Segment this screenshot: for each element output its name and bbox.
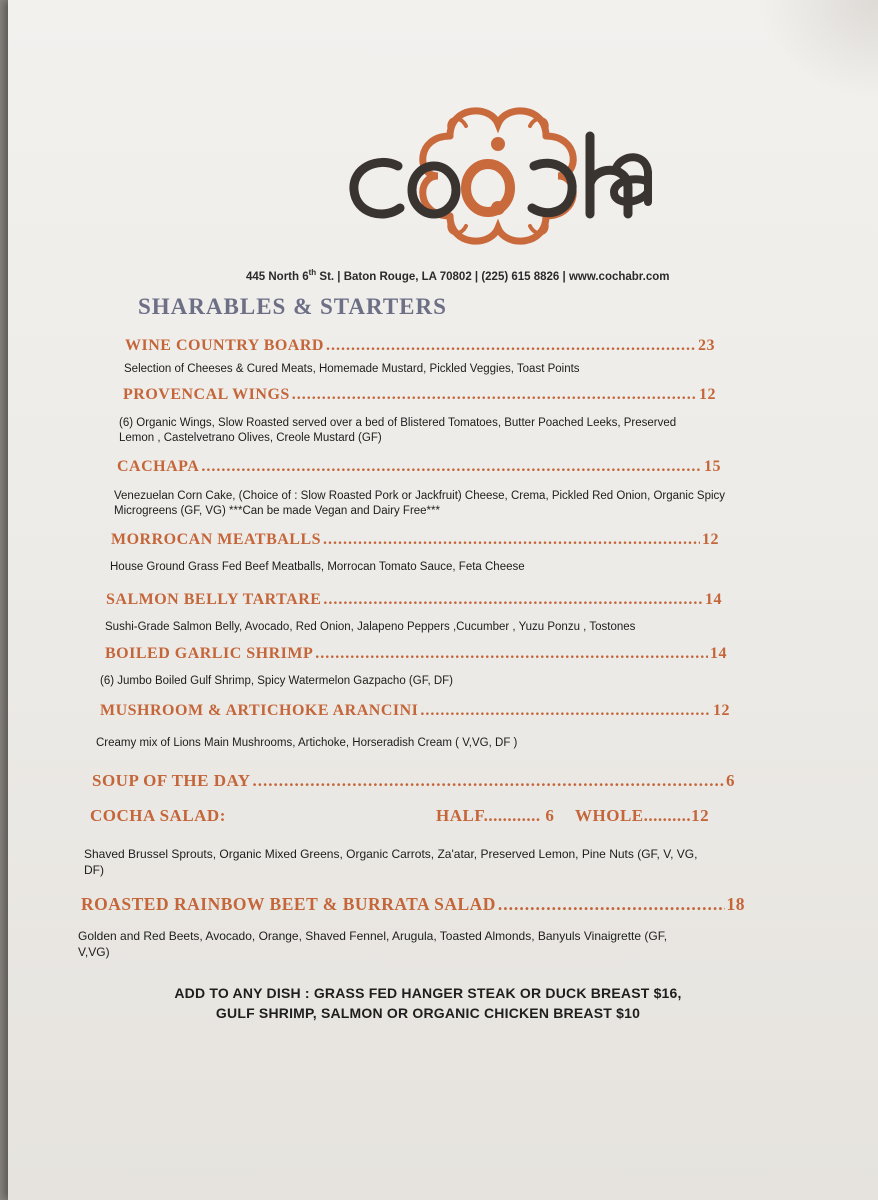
address-rest: St. | Baton Rouge, LA 70802 | (225) 615 8826 | www.cochabr.com (316, 270, 670, 283)
menu-item-title (125, 337, 715, 355)
salad-half-price: HALF............ 6 (436, 806, 555, 825)
leader-dots (292, 386, 697, 404)
item-name: ROASTED RAINBOW BEET & BURRATA SALAD (81, 894, 496, 914)
address-sup: th (308, 268, 317, 277)
add-on-line-1: ADD TO ANY DISH : GRASS FED HANGER STEAK OR DUCK BREAST $16, (174, 985, 682, 1001)
item-price: 15 (704, 458, 721, 475)
item-price: 18 (726, 894, 745, 914)
leader-dots (420, 702, 711, 720)
salad-name: COCHA SALAD: (90, 806, 226, 825)
item-description: House Ground Grass Fed Beef Meatballs, Morrocan Tomato Sauce, Feta Cheese (110, 561, 525, 573)
menu-item-title (100, 702, 730, 720)
section-title: SHARABLES & STARTERS (138, 294, 447, 319)
item-description: Venezuelan Corn Cake, (Choice of : Slow Roasted Pork or Jackfruit) Cheese, Crema, Pickled Red Onion, Organic Spicy Microgreens (GF, VG) ***Can be made Vegan and Dairy Free*** (114, 490, 726, 517)
item-price: 14 (710, 645, 727, 662)
menu-item-title (106, 591, 722, 609)
item-name: CACHAPA (117, 458, 200, 475)
item-description: (6) Organic Wings, Slow Roasted served over a bed of Blistered Tomatoes, Butter Poached Leeks, Preserved Lemon , Castelvetrano Olives, Creole Mustard (GF) (119, 417, 677, 444)
item-name: WINE COUNTRY BOARD (125, 337, 324, 354)
address-street: 445 North 6 (246, 270, 309, 283)
menu-item-title (92, 771, 735, 791)
menu-item-title (81, 894, 745, 915)
logo-letter-a (608, 140, 658, 210)
leader-dots (498, 894, 725, 915)
leader-dots (326, 337, 696, 355)
paper-shadow (758, 0, 878, 100)
menu-item-title (111, 531, 719, 549)
item-description: Creamy mix of Lions Main Mushrooms, Artichoke, Horseradish Cream ( V,VG, DF ) (96, 737, 518, 749)
item-price: 6 (726, 771, 735, 790)
item-name: PROVENCAL WINGS (123, 386, 290, 403)
leader-dots (323, 591, 703, 609)
item-name: SALMON BELLY TARTARE (106, 591, 322, 608)
item-name: SOUP OF THE DAY (92, 771, 251, 790)
salad-whole-price: WHOLE..........12 (575, 806, 710, 825)
leader-dots (253, 771, 725, 791)
address-line (246, 268, 806, 283)
add-on-note (128, 983, 728, 1023)
add-on-line-2: GULF SHRIMP, SALMON OR ORGANIC CHICKEN BREAST $10 (215, 1005, 641, 1021)
item-description: (6) Jumbo Boiled Gulf Shrimp, Spicy Watermelon Gazpacho (GF, DF) (100, 675, 453, 687)
item-price: 12 (702, 531, 719, 548)
item-price: 23 (698, 337, 715, 354)
menu-page (8, 0, 878, 1200)
item-description: Sushi-Grade Salmon Belly, Avocado, Red Onion, Jalapeno Peppers ,Cucumber , Yuzu Ponzu , Tostones (105, 621, 636, 633)
item-name: MORROCAN MEATBALLS (111, 531, 322, 548)
leader-dots (323, 531, 700, 549)
item-description: Selection of Cheeses & Cured Meats, Homemade Mustard, Pickled Veggies, Toast Points (124, 363, 580, 375)
item-price: 14 (705, 591, 722, 608)
item-price: 12 (713, 702, 730, 719)
item-name: MUSHROOM & ARTICHOKE ARANCINI (100, 702, 419, 719)
leader-dots (201, 458, 702, 476)
leader-dots (315, 645, 708, 663)
salad-title-row (90, 806, 740, 830)
item-description: Shaved Brussel Sprouts, Organic Mixed Greens, Organic Carrots, Za'atar, Preserved Lemon, Pine Nuts (GF, V, VG, DF) (84, 847, 698, 877)
menu-item-title (123, 386, 716, 404)
menu-item-title (117, 458, 721, 476)
menu-item-title (105, 645, 727, 663)
item-price: 12 (699, 386, 716, 403)
item-description: Golden and Red Beets, Avocado, Orange, Shaved Fennel, Arugula, Toasted Almonds, Banyuls Vinaigrette (GF, V,VG) (78, 929, 668, 959)
item-name: BOILED GARLIC SHRIMP (105, 645, 314, 662)
